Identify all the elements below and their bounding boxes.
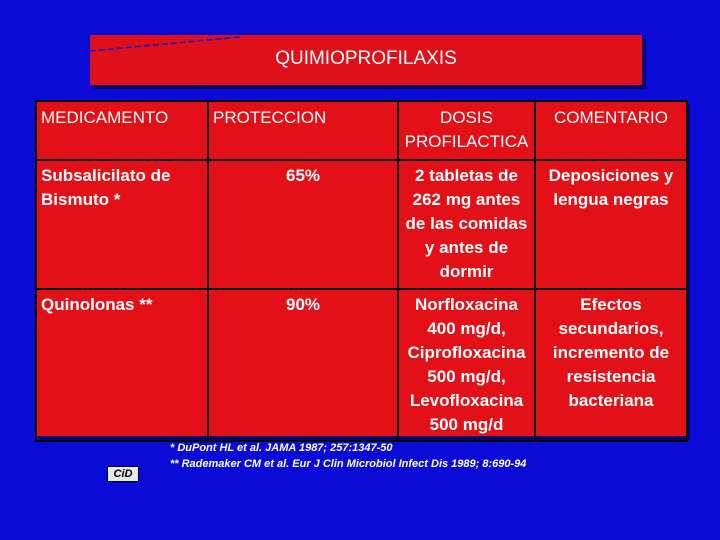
header-comentario: COMENTARIO bbox=[535, 101, 687, 160]
cell-comentario: Deposiciones y lengua negras bbox=[535, 160, 687, 289]
references bbox=[170, 440, 710, 472]
header-proteccion: PROTECCION bbox=[208, 101, 398, 160]
cell-medicamento: Subsalicilato de Bismuto * bbox=[36, 160, 208, 289]
cell-proteccion: 65% bbox=[208, 160, 398, 289]
table-header-row bbox=[36, 101, 687, 160]
reference-2: ** Rademaker CM et al. Eur J Clin Microbiol Infect Dis 1989; 8:690-94 bbox=[170, 458, 527, 470]
cell-proteccion: 90% bbox=[208, 289, 398, 441]
cell-medicamento: Quinolonas ** bbox=[36, 289, 208, 441]
cell-dosis: 2 tabletas de 262 mg antes de las comidas y antes de dormir bbox=[398, 160, 535, 289]
reference-1: * DuPont HL et al. JAMA 1987; 257:1347-50 bbox=[170, 442, 393, 454]
table-row bbox=[36, 160, 687, 289]
page-title: QUIMIOPROFILAXIS bbox=[275, 48, 457, 69]
cell-dosis: Norfloxacina 400 mg/d, Ciprofloxacina 500 mg/d, Levofloxacina 500 mg/d bbox=[398, 289, 535, 441]
title-banner bbox=[90, 35, 642, 85]
header-medicamento: MEDICAMENTO bbox=[36, 101, 208, 160]
cell-comentario: Efectos secundarios, incremento de resistencia bacteriana bbox=[535, 289, 687, 441]
prophylaxis-table bbox=[35, 100, 686, 436]
cid-logo: CiD bbox=[107, 466, 139, 482]
header-dosis: DOSIS PROFILACTICA bbox=[398, 101, 535, 160]
table-row bbox=[36, 289, 687, 441]
